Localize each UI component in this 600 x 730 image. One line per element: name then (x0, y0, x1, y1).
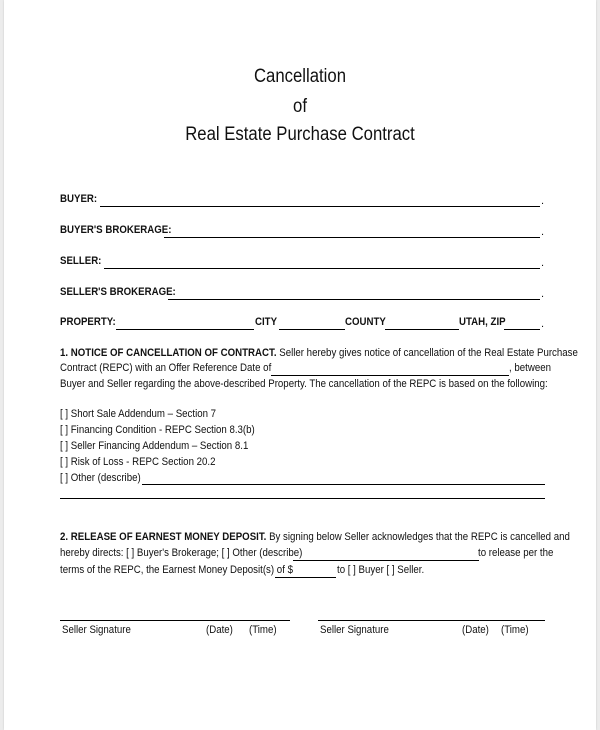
sellers-brokerage-line[interactable] (168, 299, 540, 300)
buyer-label: BUYER: (60, 193, 98, 205)
section2-heading: 2. RELEASE OF EARNEST MONEY DEPOSIT. (60, 531, 267, 543)
seller-signature-label-left: Seller Signature (62, 624, 131, 636)
section2-line3-end: to [ ] Buyer [ ] Seller. (337, 564, 425, 576)
document-title-line-3: Real Estate Purchase Contract (185, 124, 415, 145)
time-label-right: (Time) (501, 624, 529, 636)
section1-line1 (60, 347, 578, 359)
seller-signature-line-left[interactable] (60, 620, 290, 621)
option-seller-financing[interactable]: [ ] Seller Financing Addendum – Section 8.1 (60, 440, 249, 452)
seller-line[interactable] (104, 268, 540, 269)
utah-zip-label: UTAH, ZIP (459, 316, 506, 328)
other-describe-line-2[interactable] (60, 498, 545, 499)
offer-reference-date-line[interactable] (271, 375, 509, 376)
county-label: COUNTY (345, 316, 386, 328)
section2-line3-start: terms of the REPC, the Earnest Money Deposit(s) of $ (60, 564, 293, 576)
property-period: . (541, 318, 545, 330)
section1-line3: Buyer and Seller regarding the above-described Property. The cancellation of the REPC is based on the following: (60, 378, 548, 390)
document-title-line-1: Cancellation (253, 66, 347, 87)
document-page (4, 0, 596, 730)
zip-line[interactable] (504, 329, 540, 330)
seller-label: SELLER: (60, 255, 102, 267)
section2-line2-start: hereby directs: [ ] Buyer's Brokerage; [ ] Other (describe) (60, 547, 303, 559)
city-label: CITY (255, 316, 278, 328)
county-line[interactable] (385, 329, 459, 330)
seller-signature-line-right[interactable] (318, 620, 545, 621)
date-label-left: (Date) (206, 624, 233, 636)
sellers-brokerage-label: SELLER'S BROKERAGE: (60, 286, 176, 298)
property-line[interactable] (116, 329, 254, 330)
section2-line1 (60, 531, 570, 543)
earnest-money-amount-line[interactable] (275, 577, 336, 578)
option-financing-condition[interactable]: [ ] Financing Condition - REPC Section 8.3(b) (60, 424, 255, 436)
option-short-sale[interactable]: [ ] Short Sale Addendum – Section 7 (60, 408, 217, 420)
buyers-brokerage-period: . (541, 226, 545, 238)
other-release-describe-line[interactable] (293, 560, 479, 561)
section2-line1-text: By signing below Seller acknowledges that the REPC is cancelled and (269, 531, 570, 543)
seller-period: . (541, 257, 545, 269)
seller-signature-label-right: Seller Signature (320, 624, 389, 636)
option-risk-of-loss[interactable]: [ ] Risk of Loss - REPC Section 20.2 (60, 456, 216, 468)
buyers-brokerage-line[interactable] (164, 237, 540, 238)
section1-line2-end: , between (509, 362, 551, 374)
section1-line2-start: Contract (REPC) with an Offer Reference Date of (60, 362, 272, 374)
buyer-line[interactable] (100, 206, 540, 207)
buyer-period: . (541, 195, 545, 207)
time-label-left: (Time) (249, 624, 277, 636)
property-label: PROPERTY: (60, 316, 116, 328)
date-label-right: (Date) (462, 624, 489, 636)
city-line[interactable] (279, 329, 345, 330)
sellers-brokerage-period: . (541, 288, 545, 300)
buyers-brokerage-label: BUYER'S BROKERAGE: (60, 224, 172, 236)
section2-line2-end: to release per the (478, 547, 554, 559)
section1-line1-text: Seller hereby gives notice of cancellation of the Real Estate Purchase (279, 347, 578, 359)
other-describe-line[interactable] (142, 484, 545, 485)
option-other[interactable]: [ ] Other (describe) (60, 472, 141, 484)
section1-heading: 1. NOTICE OF CANCELLATION OF CONTRACT. (60, 347, 277, 359)
document-title-line-2: of (293, 96, 307, 117)
